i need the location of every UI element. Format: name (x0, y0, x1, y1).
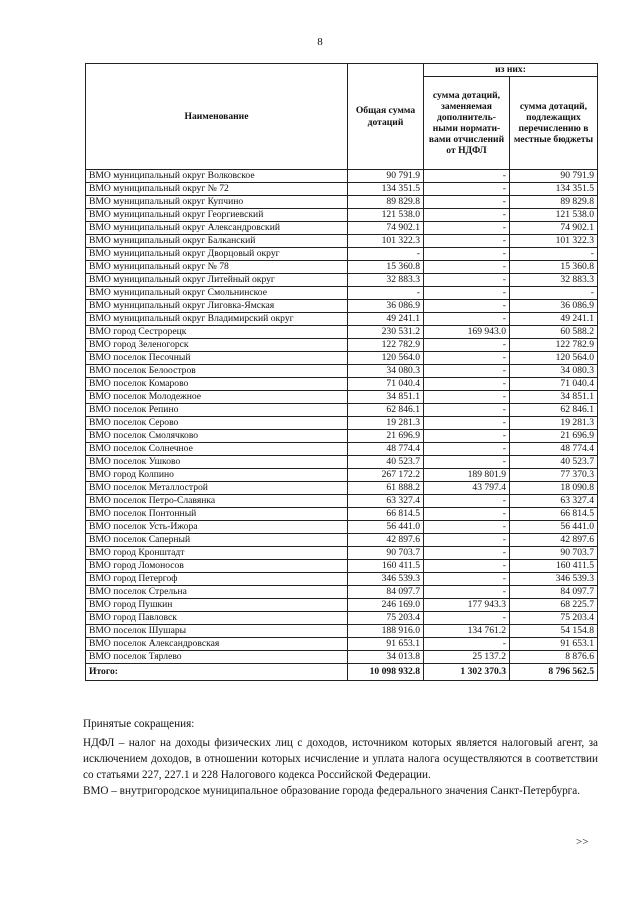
row-total: 188 916.0 (348, 625, 424, 638)
table-row (86, 391, 598, 404)
header-total: Общая сумма дотаций (348, 64, 424, 170)
abbreviations-section (83, 716, 598, 799)
table-row (86, 560, 598, 573)
table-row (86, 612, 598, 625)
row-name: ВМО муниципальный округ Литейный округ (86, 274, 348, 287)
table-row (86, 287, 598, 300)
row-transfer: 91 653.1 (510, 638, 598, 651)
table-body (86, 170, 598, 664)
row-replaced: - (424, 248, 510, 261)
row-total: 90 703.7 (348, 547, 424, 560)
row-replaced: - (424, 586, 510, 599)
header-replaced: сумма дотаций, заменяемая дополнитель-ными нормати-вами отчислений от НДФЛ (424, 77, 510, 170)
row-replaced: - (424, 222, 510, 235)
table-row (86, 248, 598, 261)
row-total: 101 322.3 (348, 235, 424, 248)
table-row (86, 326, 598, 339)
table-row (86, 430, 598, 443)
row-replaced: - (424, 365, 510, 378)
row-replaced: - (424, 378, 510, 391)
row-total: 71 040.4 (348, 378, 424, 391)
row-replaced: - (424, 183, 510, 196)
table-row (86, 547, 598, 560)
row-total: 63 327.4 (348, 495, 424, 508)
row-name: ВМО муниципальный округ Александровский (86, 222, 348, 235)
row-replaced: - (424, 313, 510, 326)
table-row (86, 638, 598, 651)
abbreviation-vmo: ВМО – внутригородское муниципальное образование города федерального значения Санкт-Петербурга. (83, 785, 581, 797)
row-replaced: - (424, 430, 510, 443)
total-row (86, 664, 598, 681)
table-row (86, 443, 598, 456)
header-transfer: сумма дотаций, подлежащих перечислению в местные бюджеты (510, 77, 598, 170)
row-name: ВМО муниципальный округ Владимирский округ (86, 313, 348, 326)
row-transfer: 122 782.9 (510, 339, 598, 352)
row-name: ВМО поселок Белоостров (86, 365, 348, 378)
total-sum: 10 098 932.8 (348, 664, 424, 681)
table-row (86, 183, 598, 196)
row-name: ВМО муниципальный округ Балканский (86, 235, 348, 248)
row-total: 40 523.7 (348, 456, 424, 469)
row-replaced: - (424, 534, 510, 547)
table-row (86, 209, 598, 222)
row-transfer: 40 523.7 (510, 456, 598, 469)
row-transfer: 66 814.5 (510, 508, 598, 521)
row-name: ВМО город Петергоф (86, 573, 348, 586)
table-row (86, 651, 598, 664)
row-total: 122 782.9 (348, 339, 424, 352)
header-name: Наименование (86, 64, 348, 170)
table-row (86, 495, 598, 508)
row-replaced: - (424, 196, 510, 209)
row-name: ВМО поселок Стрельна (86, 586, 348, 599)
row-name: ВМО поселок Ушково (86, 456, 348, 469)
table-row (86, 261, 598, 274)
row-name: ВМО муниципальный округ Смольнинское (86, 287, 348, 300)
table-row (86, 482, 598, 495)
row-replaced: 134 761.2 (424, 625, 510, 638)
row-replaced: - (424, 456, 510, 469)
row-name: ВМО поселок Солнечное (86, 443, 348, 456)
row-replaced: - (424, 638, 510, 651)
table-row (86, 222, 598, 235)
row-transfer: 134 351.5 (510, 183, 598, 196)
row-transfer: 21 696.9 (510, 430, 598, 443)
table-row (86, 235, 598, 248)
total-label: Итого: (86, 664, 348, 681)
row-transfer: 84 097.7 (510, 586, 598, 599)
row-name: ВМО город Сестрорецк (86, 326, 348, 339)
row-transfer: 19 281.3 (510, 417, 598, 430)
row-total: 36 086.9 (348, 300, 424, 313)
row-replaced: - (424, 508, 510, 521)
row-transfer: 49 241.1 (510, 313, 598, 326)
row-replaced: 189 801.9 (424, 469, 510, 482)
row-name: ВМО поселок Петро-Славянка (86, 495, 348, 508)
row-name: ВМО город Пушкин (86, 599, 348, 612)
row-total: 84 097.7 (348, 586, 424, 599)
row-transfer: 60 588.2 (510, 326, 598, 339)
row-name: ВМО муниципальный округ Дворцовый округ (86, 248, 348, 261)
table-row (86, 469, 598, 482)
row-transfer: 346 539.3 (510, 573, 598, 586)
row-transfer: 90 791.9 (510, 170, 598, 183)
row-name: ВМО поселок Усть-Ижора (86, 521, 348, 534)
row-total: 267 172.2 (348, 469, 424, 482)
row-transfer: 48 774.4 (510, 443, 598, 456)
row-transfer: 32 883.3 (510, 274, 598, 287)
row-replaced: - (424, 404, 510, 417)
row-replaced: - (424, 547, 510, 560)
row-total: 15 360.8 (348, 261, 424, 274)
row-transfer: 15 360.8 (510, 261, 598, 274)
row-replaced: - (424, 495, 510, 508)
row-name: ВМО поселок Смолячково (86, 430, 348, 443)
row-name: ВМО город Павловск (86, 612, 348, 625)
row-replaced: - (424, 235, 510, 248)
row-name: ВМО поселок Репино (86, 404, 348, 417)
row-transfer: 121 538.0 (510, 209, 598, 222)
row-total: 120 564.0 (348, 352, 424, 365)
table-row (86, 404, 598, 417)
row-name: ВМО поселок Серово (86, 417, 348, 430)
table-row (86, 339, 598, 352)
row-name: ВМО муниципальный округ Георгиевский (86, 209, 348, 222)
row-total: 21 696.9 (348, 430, 424, 443)
row-transfer: - (510, 248, 598, 261)
row-replaced: - (424, 170, 510, 183)
row-total: 346 539.3 (348, 573, 424, 586)
row-transfer: 120 564.0 (510, 352, 598, 365)
row-replaced: - (424, 391, 510, 404)
row-name: ВМО поселок Саперный (86, 534, 348, 547)
row-total: 62 846.1 (348, 404, 424, 417)
total-replaced: 1 302 370.3 (424, 664, 510, 681)
row-name: ВМО город Кронштадт (86, 547, 348, 560)
row-total: 34 851.1 (348, 391, 424, 404)
table-row (86, 300, 598, 313)
row-total: 48 774.4 (348, 443, 424, 456)
row-replaced: 169 943.0 (424, 326, 510, 339)
row-replaced: - (424, 443, 510, 456)
total-transfer: 8 796 562.5 (510, 664, 598, 681)
row-transfer: 8 876.6 (510, 651, 598, 664)
row-total: 42 897.6 (348, 534, 424, 547)
row-transfer: 63 327.4 (510, 495, 598, 508)
row-transfer: 74 902.1 (510, 222, 598, 235)
row-replaced: - (424, 612, 510, 625)
row-replaced: - (424, 261, 510, 274)
subsidies-table (85, 63, 598, 681)
row-replaced: - (424, 352, 510, 365)
table-row (86, 456, 598, 469)
row-total: 91 653.1 (348, 638, 424, 651)
row-transfer: 71 040.4 (510, 378, 598, 391)
row-replaced: - (424, 417, 510, 430)
continuation-mark: >> (576, 836, 589, 848)
row-replaced: - (424, 573, 510, 586)
row-transfer: 90 703.7 (510, 547, 598, 560)
row-total: 56 441.0 (348, 521, 424, 534)
row-total: 61 888.2 (348, 482, 424, 495)
table-row (86, 313, 598, 326)
row-name: ВМО город Колпино (86, 469, 348, 482)
row-name: ВМО поселок Александровская (86, 638, 348, 651)
table-row (86, 586, 598, 599)
row-name: ВМО муниципальный округ № 72 (86, 183, 348, 196)
row-name: ВМО поселок Тярлево (86, 651, 348, 664)
row-transfer: 62 846.1 (510, 404, 598, 417)
row-transfer: 34 851.1 (510, 391, 598, 404)
page-number: 8 (317, 36, 323, 48)
row-name: ВМО поселок Молодежное (86, 391, 348, 404)
row-replaced: 177 943.3 (424, 599, 510, 612)
table-row (86, 365, 598, 378)
row-name: ВМО поселок Шушары (86, 625, 348, 638)
row-total: 89 829.8 (348, 196, 424, 209)
row-replaced: - (424, 521, 510, 534)
row-total: - (348, 248, 424, 261)
row-total: 121 538.0 (348, 209, 424, 222)
row-name: ВМО муниципальный округ № 78 (86, 261, 348, 274)
table-row (86, 417, 598, 430)
row-name: ВМО город Ломоносов (86, 560, 348, 573)
row-replaced: - (424, 274, 510, 287)
row-name: ВМО муниципальный округ Волковское (86, 170, 348, 183)
table-row (86, 599, 598, 612)
row-total: 66 814.5 (348, 508, 424, 521)
row-total: 160 411.5 (348, 560, 424, 573)
row-replaced: 43 797.4 (424, 482, 510, 495)
table-row (86, 196, 598, 209)
row-replaced: - (424, 339, 510, 352)
row-transfer: 18 090.8 (510, 482, 598, 495)
row-replaced: 25 137.2 (424, 651, 510, 664)
table-row (86, 170, 598, 183)
row-total: 74 902.1 (348, 222, 424, 235)
row-name: ВМО поселок Металлострой (86, 482, 348, 495)
row-name: ВМО поселок Понтонный (86, 508, 348, 521)
row-name: ВМО муниципальный округ Купчино (86, 196, 348, 209)
row-total: 134 351.5 (348, 183, 424, 196)
row-name: ВМО поселок Песочный (86, 352, 348, 365)
row-total: 75 203.4 (348, 612, 424, 625)
row-total: - (348, 287, 424, 300)
row-transfer: 68 225.7 (510, 599, 598, 612)
row-transfer: - (510, 287, 598, 300)
row-name: ВМО муниципальный округ Лиговка-Ямская (86, 300, 348, 313)
table-row (86, 508, 598, 521)
row-transfer: 56 441.0 (510, 521, 598, 534)
table-row (86, 534, 598, 547)
row-transfer: 77 370.3 (510, 469, 598, 482)
table-row (86, 352, 598, 365)
table-row (86, 378, 598, 391)
table-row (86, 573, 598, 586)
row-name: ВМО город Зеленогорск (86, 339, 348, 352)
row-total: 34 013.8 (348, 651, 424, 664)
row-replaced: - (424, 300, 510, 313)
row-replaced: - (424, 560, 510, 573)
abbreviations-title: Принятые сокращения: (83, 718, 195, 730)
abbreviation-ndfl: НДФЛ – налог на доходы физических лиц с доходов, источником которых является налоговый агент, за исключением доходов, в отношении которых исчисление и уплата налога осуществляются в соответствии со статьями 227, 227.1 и 228 Налогового кодекса Российской Федерации. (83, 737, 598, 781)
header-of-which: из них: (424, 64, 598, 77)
row-transfer: 75 203.4 (510, 612, 598, 625)
table-row (86, 274, 598, 287)
row-total: 34 080.3 (348, 365, 424, 378)
row-transfer: 160 411.5 (510, 560, 598, 573)
row-total: 19 281.3 (348, 417, 424, 430)
row-total: 90 791.9 (348, 170, 424, 183)
row-transfer: 42 897.6 (510, 534, 598, 547)
row-total: 230 531.2 (348, 326, 424, 339)
table-row (86, 625, 598, 638)
row-total: 49 241.1 (348, 313, 424, 326)
row-replaced: - (424, 287, 510, 300)
row-transfer: 36 086.9 (510, 300, 598, 313)
row-transfer: 34 080.3 (510, 365, 598, 378)
row-name: ВМО поселок Комарово (86, 378, 348, 391)
table-row (86, 521, 598, 534)
row-transfer: 89 829.8 (510, 196, 598, 209)
row-transfer: 54 154.8 (510, 625, 598, 638)
row-transfer: 101 322.3 (510, 235, 598, 248)
row-total: 32 883.3 (348, 274, 424, 287)
row-replaced: - (424, 209, 510, 222)
row-total: 246 169.0 (348, 599, 424, 612)
